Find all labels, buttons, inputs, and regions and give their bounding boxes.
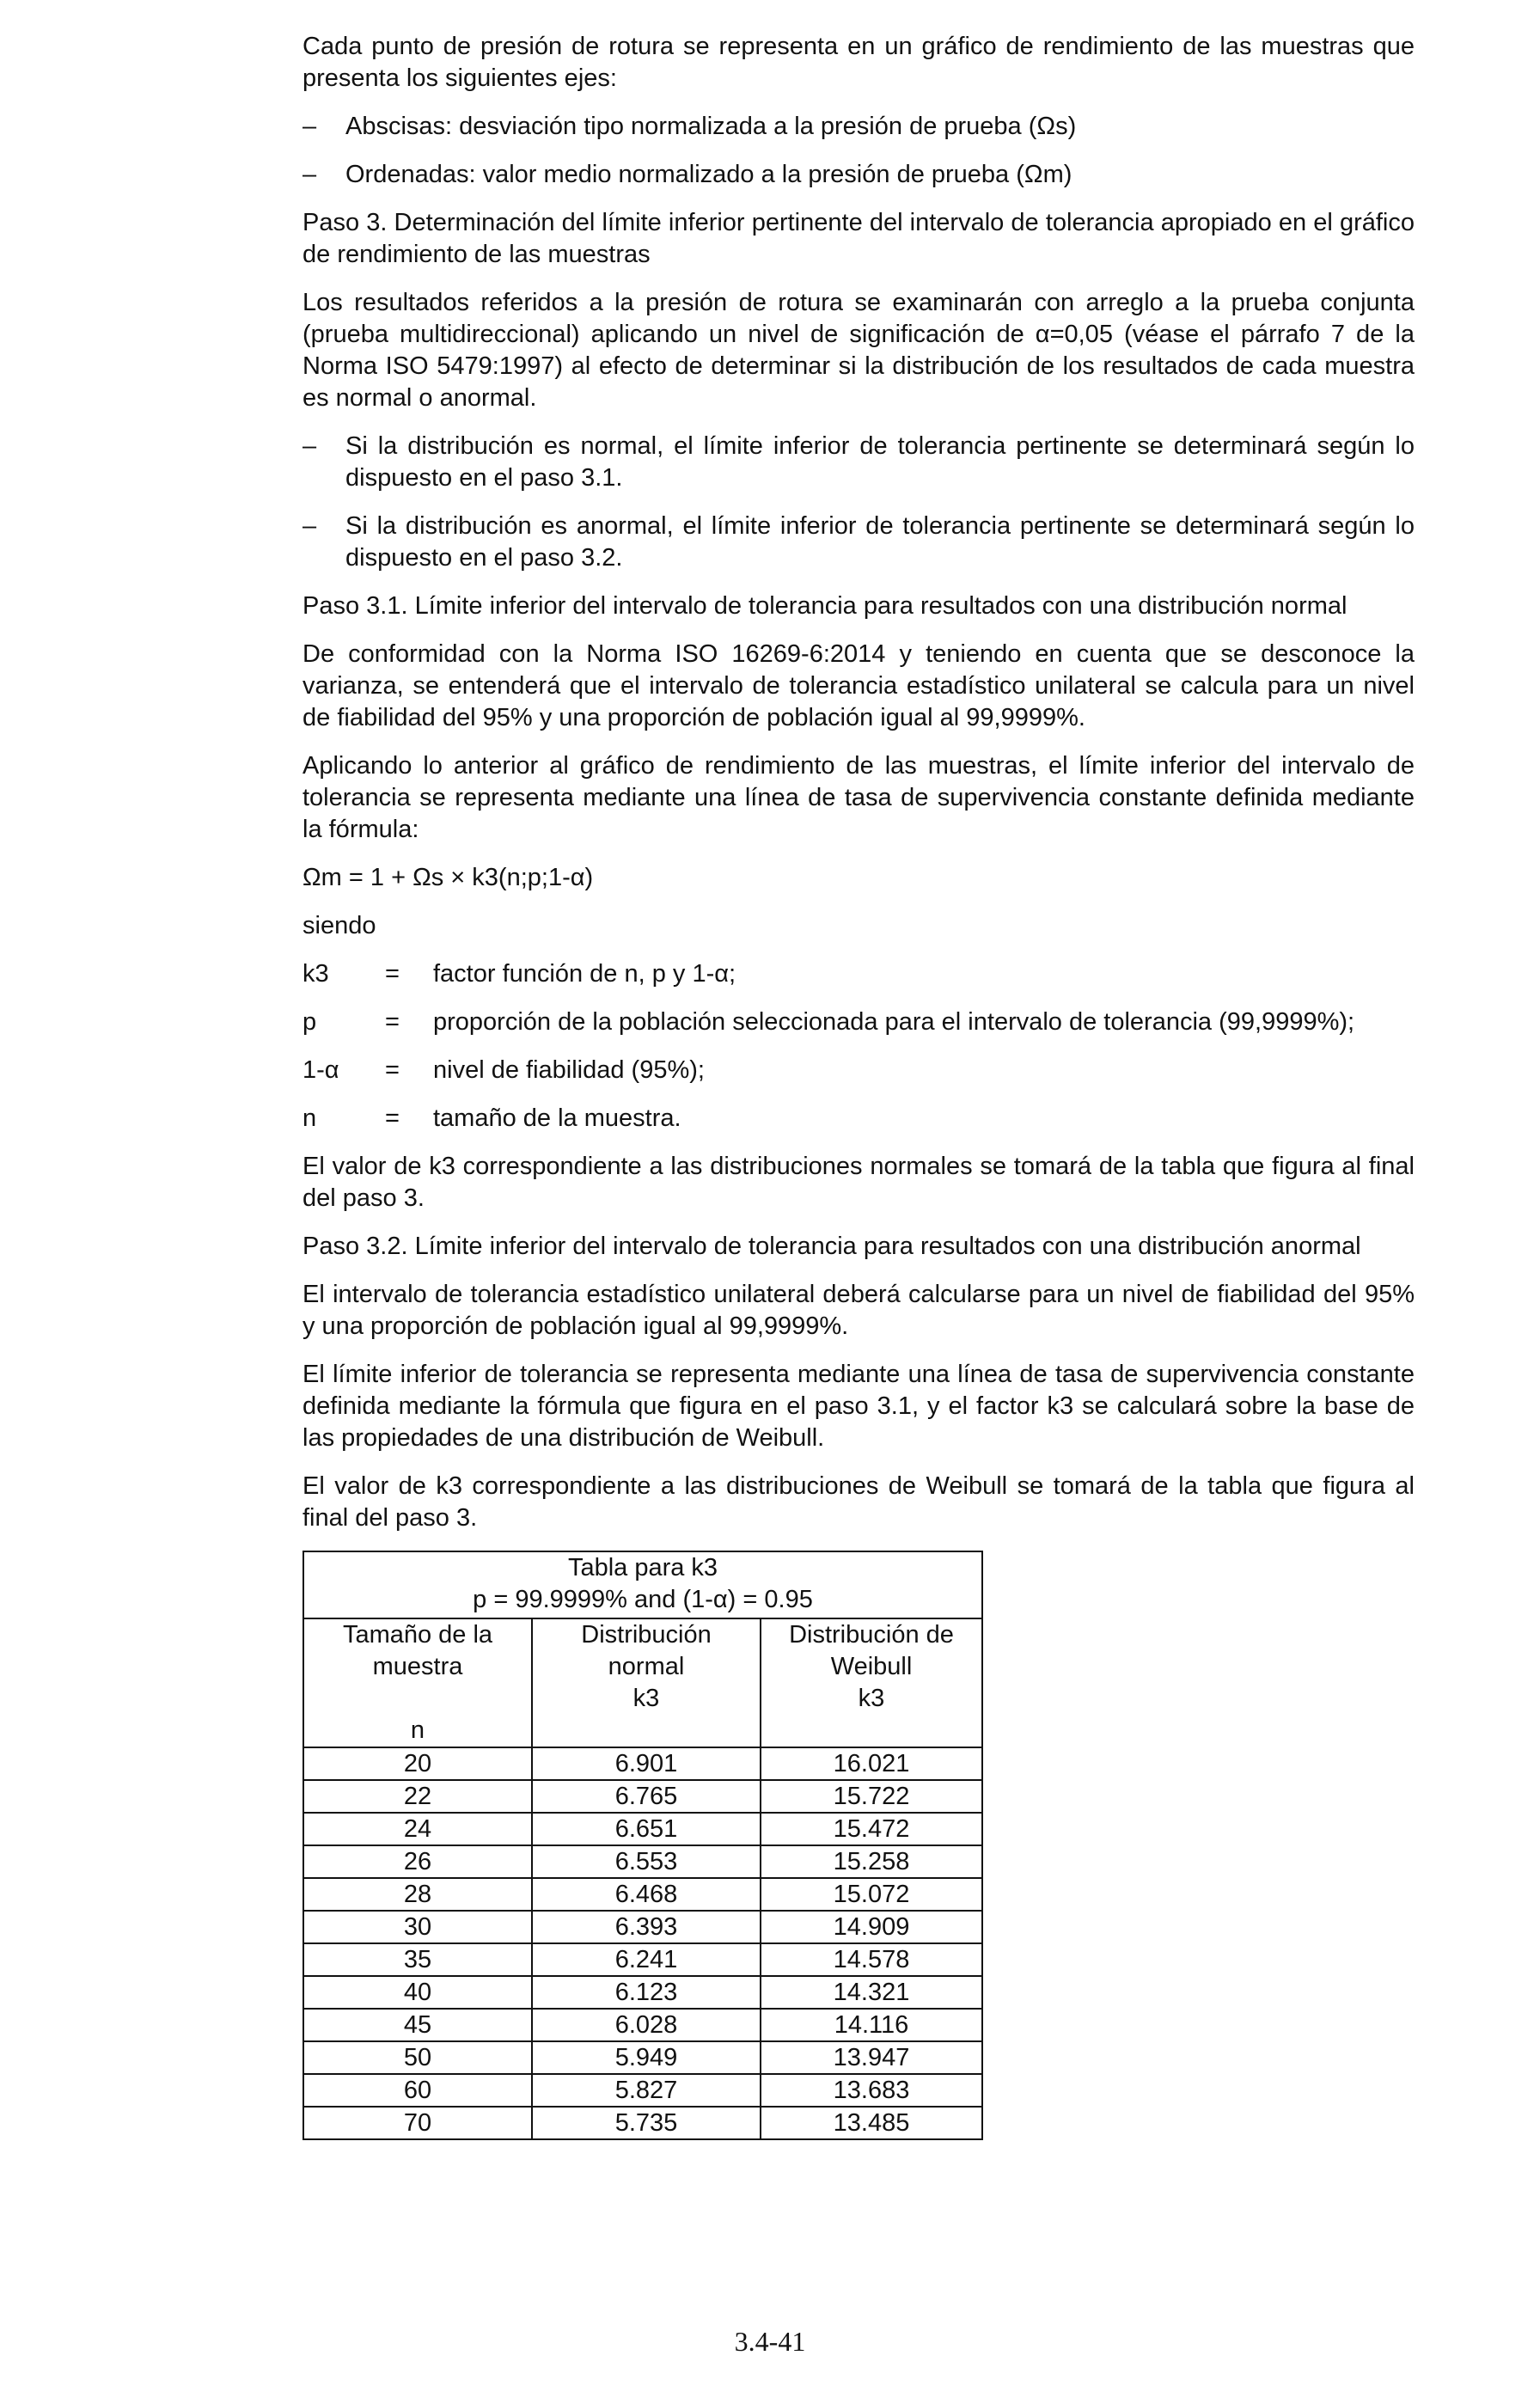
bullet-item <box>302 159 1415 191</box>
table-cell: 22 <box>303 1780 532 1813</box>
table-row <box>303 1878 982 1911</box>
bullet-item <box>302 111 1415 143</box>
table-cell: 15.722 <box>761 1780 982 1813</box>
table-cell: 50 <box>303 2041 532 2074</box>
table-cell: 6.901 <box>532 1747 761 1780</box>
column-header-sample-size <box>303 1618 532 1747</box>
table-cell: 15.258 <box>761 1845 982 1878</box>
table-cell: 6.553 <box>532 1845 761 1878</box>
step-heading: Paso 3.1. Límite inferior del intervalo de tolerancia para resultados con una distribución normal <box>302 592 1348 620</box>
table-cell: 60 <box>303 2074 532 2107</box>
table-cell: 14.578 <box>761 1943 982 1976</box>
column-header-normal <box>532 1618 761 1747</box>
header-line: k3 <box>632 1685 660 1712</box>
table-title-cell <box>303 1551 982 1618</box>
bullet-text: Si la distribución es normal, el límite inferior de tolerancia pertinente se determinará según lo dispuesto en el paso 3.1. <box>345 432 1415 492</box>
paragraph: De conformidad con la Norma ISO 16269-6:2014 y teniendo en cuenta que se desconoce la varianza, se entenderá que el intervalo de tolerancia estadístico unilateral se calcula para un nivel de fiabilidad del 95% y una proporción de población igual al 99,9999%. <box>302 640 1415 731</box>
table-cell: 6.123 <box>532 1976 761 2009</box>
paragraph: Cada punto de presión de rotura se representa en un gráfico de rendimiento de las muestras que presenta los siguientes ejes: <box>302 33 1415 92</box>
bullet-item <box>302 431 1415 494</box>
table-cell: 15.072 <box>761 1878 982 1911</box>
definition-equals: = <box>385 1056 400 1084</box>
table-cell: 45 <box>303 2009 532 2041</box>
definition-text: factor función de n, p y 1-α; <box>433 960 736 988</box>
table-cell: 5.827 <box>532 2074 761 2107</box>
table-cell: 30 <box>303 1911 532 1943</box>
header-line: normal <box>608 1653 685 1680</box>
table-cell: 5.949 <box>532 2041 761 2074</box>
table-cell: 6.651 <box>532 1813 761 1845</box>
table-cell: 24 <box>303 1813 532 1845</box>
definition-text: proporción de la población seleccionada para el intervalo de tolerancia (99,9999%); <box>433 1008 1355 1036</box>
definition-symbol: n <box>302 1104 317 1132</box>
paragraph: El valor de k3 correspondiente a las distribuciones normales se tomará de la tabla que figura al final del paso 3. <box>302 1153 1415 1212</box>
table-subtitle: p = 99.9999% and (1-α) = 0.95 <box>473 1586 813 1613</box>
page-number: 3.4-41 <box>734 2326 806 2357</box>
table-cell: 14.909 <box>761 1911 982 1943</box>
table-cell: 6.765 <box>532 1780 761 1813</box>
bullet-text: Ordenadas: valor medio normalizado a la presión de prueba (Ωm) <box>345 161 1072 188</box>
paragraph: Aplicando lo anterior al gráfico de rendimiento de las muestras, el límite inferior del intervalo de tolerancia se representa mediante una línea de tasa de supervivencia constante definida mediante la fórmula: <box>302 752 1415 843</box>
table-cell: 6.468 <box>532 1878 761 1911</box>
table-cell: 13.485 <box>761 2107 982 2139</box>
header-line <box>304 1683 531 1715</box>
table-cell: 15.472 <box>761 1813 982 1845</box>
header-line: Distribución de <box>789 1621 954 1649</box>
header-line: muestra <box>372 1653 463 1680</box>
formula: Ωm = 1 + Ωs × k3(n;p;1-α) <box>302 864 594 891</box>
bullet-dash: – <box>302 432 317 460</box>
definition-equals: = <box>385 960 400 988</box>
definition-symbol: p <box>302 1008 317 1036</box>
table-row <box>303 1747 982 1780</box>
definition-equals: = <box>385 1104 400 1132</box>
bullet-dash: – <box>302 512 317 540</box>
table-cell: 13.683 <box>761 2074 982 2107</box>
definition-row <box>302 958 1415 990</box>
paragraph: El intervalo de tolerancia estadístico unilateral deberá calcularse para un nivel de fiabilidad del 95% y una proporción de población igual al 99,9999%. <box>302 1281 1415 1340</box>
bullet-text: Si la distribución es anormal, el límite inferior de tolerancia pertinente se determinará según lo dispuesto en el paso 3.2. <box>345 512 1415 572</box>
table-title: Tabla para k3 <box>567 1554 718 1581</box>
table-cell: 16.021 <box>761 1747 982 1780</box>
table-cell: 14.116 <box>761 2009 982 2041</box>
definition-text: tamaño de la muestra. <box>433 1104 681 1132</box>
table-cell: 26 <box>303 1845 532 1878</box>
table-cell: 6.393 <box>532 1911 761 1943</box>
definition-row <box>302 1055 1415 1086</box>
table-row <box>303 2009 982 2041</box>
definition-text: nivel de fiabilidad (95%); <box>433 1056 705 1084</box>
header-line: Weibull <box>830 1653 913 1680</box>
header-line: k3 <box>858 1685 885 1712</box>
header-line: Tamaño de la <box>342 1621 493 1649</box>
table-cell: 14.321 <box>761 1976 982 2009</box>
document-body <box>302 31 1415 2140</box>
bullet-item <box>302 511 1415 574</box>
definition-row <box>302 1006 1415 1038</box>
definition-row <box>302 1103 1415 1135</box>
paragraph: Los resultados referidos a la presión de rotura se examinarán con arreglo a la prueba conjunta (prueba multidireccional) aplicando un nivel de significación de α=0,05 (véase el párrafo 7 de la Norma ISO 5479:1997) al efecto de determinar si la distribución de los resultados de cada muestra es normal o anormal. <box>302 289 1415 412</box>
bullet-text: Abscisas: desviación tipo normalizada a la presión de prueba (Ωs) <box>345 113 1077 140</box>
definition-symbol: k3 <box>302 960 329 988</box>
bullet-dash: – <box>302 161 317 188</box>
definition-equals: = <box>385 1008 400 1036</box>
table-cell: 35 <box>303 1943 532 1976</box>
column-header-weibull <box>761 1618 982 1747</box>
table-row <box>303 1911 982 1943</box>
paragraph: El valor de k3 correspondiente a las distribuciones de Weibull se tomará de la tabla que figura al final del paso 3. <box>302 1472 1415 1532</box>
table-row <box>303 1943 982 1976</box>
bullet-dash: – <box>302 113 317 140</box>
table-cell: 6.028 <box>532 2009 761 2041</box>
step-heading: Paso 3. Determinación del límite inferior pertinente del intervalo de tolerancia apropiado en el gráfico de rendimiento de las muestras <box>302 209 1415 268</box>
table-row <box>303 1845 982 1878</box>
table-row <box>303 1976 982 2009</box>
table-cell: 13.947 <box>761 2041 982 2074</box>
table-row <box>303 2107 982 2139</box>
table-cell: 40 <box>303 1976 532 2009</box>
table-cell: 20 <box>303 1747 532 1780</box>
table-row <box>303 1780 982 1813</box>
table-row <box>303 2041 982 2074</box>
paragraph: siendo <box>302 912 376 939</box>
table-title-row <box>303 1551 982 1618</box>
k3-table <box>302 1551 983 2140</box>
definition-symbol: 1-α <box>302 1056 339 1084</box>
table-row <box>303 2074 982 2107</box>
table-header-row <box>303 1618 982 1747</box>
header-line: Distribución <box>581 1621 712 1649</box>
paragraph: El límite inferior de tolerancia se representa mediante una línea de tasa de supervivencia constante definida mediante la fórmula que figura en el paso 3.1, y el factor k3 se calculará sobre la base de las propiedades de una distribución de Weibull. <box>302 1361 1415 1452</box>
table-cell: 5.735 <box>532 2107 761 2139</box>
header-line: n <box>410 1716 425 1744</box>
table-cell: 28 <box>303 1878 532 1911</box>
table-row <box>303 1813 982 1845</box>
table-cell: 70 <box>303 2107 532 2139</box>
step-heading: Paso 3.2. Límite inferior del intervalo de tolerancia para resultados con una distribución anormal <box>302 1233 1361 1260</box>
table-cell: 6.241 <box>532 1943 761 1976</box>
